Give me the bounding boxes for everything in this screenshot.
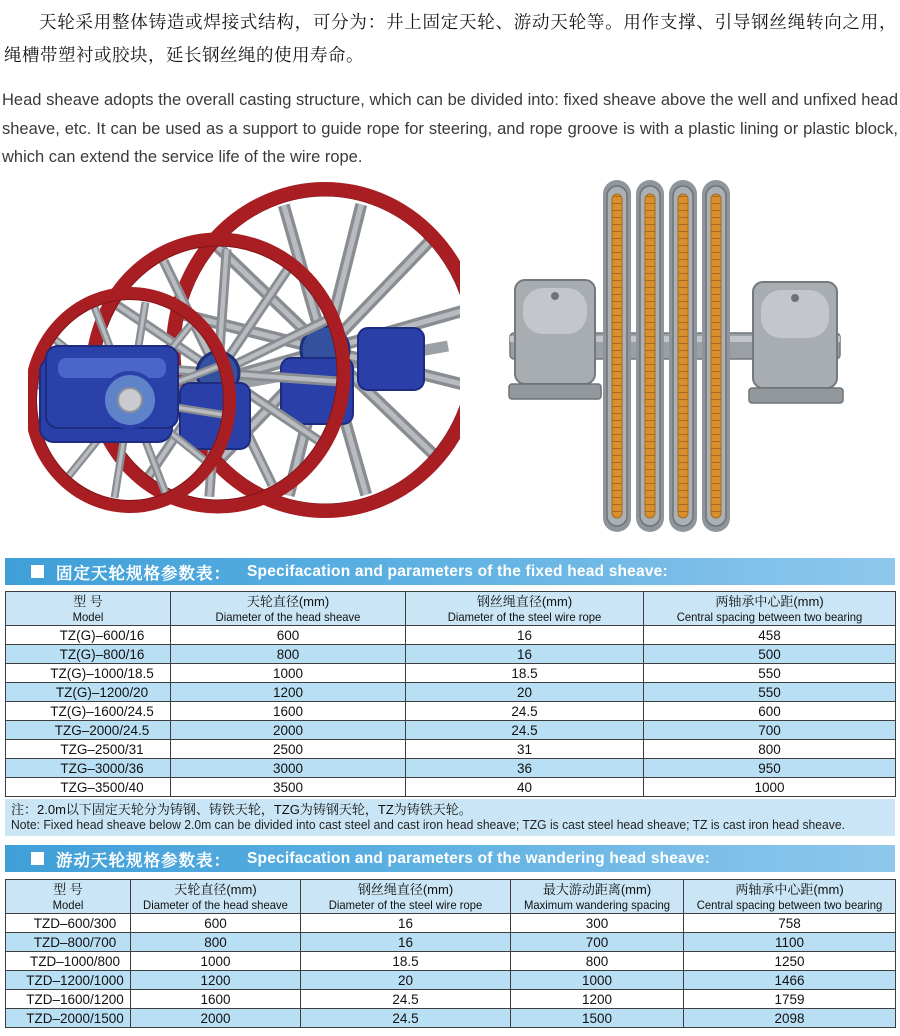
intro-paragraph-en: Head sheave adopts the overall casting structure, which can be divided into: fixed sheave above the well and unfixed head sheave, etc. It can be used as a support to guide rope for steering, and rope groove is with a plastic lining or plastic block, which can extend the service life of the wire rope. [2, 91, 898, 166]
section-header-fixed [5, 558, 895, 585]
table-row: TZ(G)–800/16 800 16 500 [6, 645, 896, 664]
table-row: TZG–2500/31 2500 31 800 [6, 740, 896, 759]
square-bullet-icon [31, 565, 44, 578]
square-bullet-icon [31, 852, 44, 865]
note-en: Note: Fixed head sheave below 2.0m can be divided into cast steel and cast iron head sheave; TZG is cast steel head sheave; TZ is cast iron head sheave. [11, 818, 845, 832]
table-row: TZD–1000/800 1000 18.5 800 1250 [6, 952, 896, 971]
table-row: TZG–2000/24.5 2000 24.5 700 [6, 721, 896, 740]
table-row: TZ(G)–1200/20 1200 20 550 [6, 683, 896, 702]
section-header-wandering [5, 845, 895, 872]
table-header-row [6, 880, 896, 914]
fixed-head-sheave-image [28, 168, 460, 548]
fixed-sheave-table [5, 591, 896, 797]
table-note [5, 799, 895, 836]
col-header-model: 型 号 Model [6, 880, 131, 914]
table-row: TZD–800/700 800 16 700 1100 [6, 933, 896, 952]
table-row: TZD–1600/1200 1600 24.5 1200 1759 [6, 990, 896, 1009]
wandering-head-sheave-image [495, 168, 855, 548]
wandering-sheave-table [5, 879, 896, 1028]
table-row: TZG–3000/36 3000 36 950 [6, 759, 896, 778]
col-header-rope-diameter: 钢丝绳直径(mm) Diameter of the steel wire rope [301, 880, 511, 914]
col-header-diameter: 天轮直径(mm) Diameter of the head sheave [131, 880, 301, 914]
table-row: TZ(G)–1000/18.5 1000 18.5 550 [6, 664, 896, 683]
col-header-bearing-spacing: 两轴承中心距(mm) Central spacing between two bearing [644, 592, 896, 626]
table-row: TZD–1200/1000 1200 20 1000 1466 [6, 971, 896, 990]
section-title-en: Specifacation and parameters of the fixed head sheave: [247, 562, 668, 580]
col-header-model: 型 号 Model [6, 592, 171, 626]
table-header-row [6, 592, 896, 626]
intro-paragraph-zh: 天轮采用整体铸造或焊接式结构，可分为：井上固定天轮、游动天轮等。用作支撑、引导钢丝绳转向之用，绳槽带塑衬或胶块，延长钢丝绳的使用寿命。 [4, 12, 897, 65]
table-row: TZD–600/300 600 16 300 758 [6, 914, 896, 933]
col-header-diameter: 天轮直径(mm) Diameter of the head sheave [171, 592, 406, 626]
col-header-bearing-spacing: 两轴承中心距(mm) Central spacing between two bearing [684, 880, 896, 914]
col-header-max-wandering: 最大游动距离(mm) Maximum wandering spacing [511, 880, 684, 914]
table-row: TZ(G)–1600/24.5 1600 24.5 600 [6, 702, 896, 721]
note-zh: 注：2.0m以下固定天轮分为铸钢、铸铁天轮，TZG为铸钢天轮，TZ为铸铁天轮。 [11, 802, 472, 817]
section-title-en: Specifacation and parameters of the wandering head sheave: [247, 849, 710, 867]
section-title-zh: 固定天轮规格参数表： [56, 564, 231, 583]
table-row: TZ(G)–600/16 600 16 458 [6, 626, 896, 645]
table-row: TZG–3500/40 3500 40 1000 [6, 778, 896, 797]
col-header-rope-diameter: 钢丝绳直径(mm) Diameter of the steel wire rope [406, 592, 644, 626]
section-title-zh: 游动天轮规格参数表： [56, 851, 231, 870]
table-row: TZD–2000/1500 2000 24.5 1500 2098 [6, 1009, 896, 1028]
